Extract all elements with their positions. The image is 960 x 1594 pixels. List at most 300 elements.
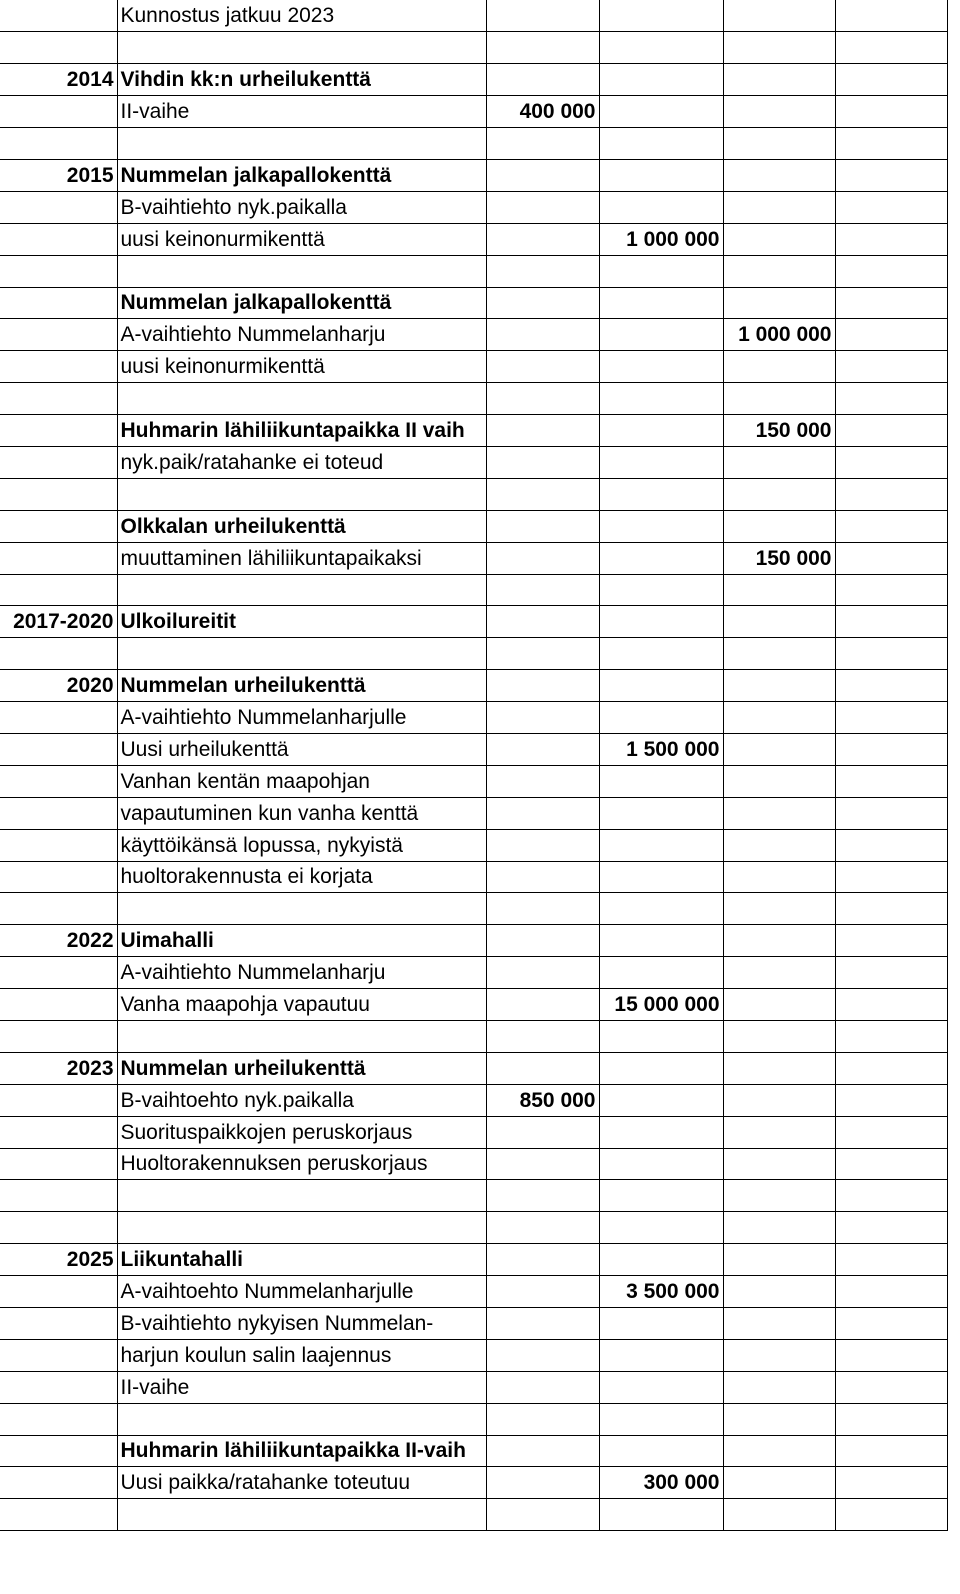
table-row [0,415,947,447]
amount-cell-2 [599,797,723,829]
empty-cell [835,542,947,574]
amount-cell-2 [599,1308,723,1340]
empty-cell [835,861,947,893]
table-row [0,1435,947,1467]
amount-cell-1 [486,1180,599,1212]
amount-cell-1 [486,702,599,734]
amount-cell-3 [723,925,835,957]
amount-cell-1 [486,510,599,542]
amount-cell-3 [723,32,835,64]
year-cell [0,319,117,351]
year-cell [0,765,117,797]
amount-cell-1 [486,670,599,702]
table-row [0,861,947,893]
table-row [0,446,947,478]
amount-cell-2 [599,96,723,128]
empty-cell [835,765,947,797]
amount-cell-2 [599,925,723,957]
table-row [0,1499,947,1531]
amount-cell-3 [723,1084,835,1116]
amount-cell-1 [486,1116,599,1148]
amount-cell-1 [486,383,599,415]
description-cell [117,893,486,925]
amount-cell-1 [486,797,599,829]
year-cell [0,478,117,510]
empty-cell [835,0,947,32]
amount-cell-2 [599,829,723,861]
year-cell: 2017-2020 [0,606,117,638]
empty-cell [835,1276,947,1308]
amount-cell-3 [723,957,835,989]
table-row [0,989,947,1021]
amount-cell-2 [599,159,723,191]
description-cell: Huhmarin lähiliikuntapaikka II vaih [117,415,486,447]
description-cell: vapautuminen kun vanha kenttä [117,797,486,829]
year-cell [0,829,117,861]
amount-cell-3 [723,733,835,765]
table-row [0,957,947,989]
amount-cell-3 [723,223,835,255]
amount-cell-3 [723,287,835,319]
amount-cell-3 [723,1467,835,1499]
empty-cell [835,925,947,957]
amount-cell-3 [723,1435,835,1467]
amount-cell-1 [486,1371,599,1403]
year-cell [0,287,117,319]
year-cell [0,1435,117,1467]
amount-cell-1 [486,159,599,191]
amount-cell-1 [486,1148,599,1180]
amount-cell-1 [486,1212,599,1244]
year-cell [0,638,117,670]
table-row [0,1276,947,1308]
empty-cell [835,1021,947,1053]
table-row [0,606,947,638]
year-cell [0,255,117,287]
year-cell [0,893,117,925]
amount-cell-1 [486,351,599,383]
table-row [0,765,947,797]
year-cell [0,1084,117,1116]
empty-cell [835,957,947,989]
amount-cell-3 [723,765,835,797]
table-row [0,925,947,957]
amount-cell-2 [599,1371,723,1403]
empty-cell [835,1308,947,1340]
empty-cell [835,1180,947,1212]
amount-cell-3: 1 000 000 [723,319,835,351]
empty-cell [835,574,947,606]
year-cell [0,1021,117,1053]
year-cell: 2023 [0,1052,117,1084]
table-row [0,702,947,734]
empty-cell [835,733,947,765]
description-cell: B-vaihtoehto nyk.paikalla [117,1084,486,1116]
year-cell [0,957,117,989]
amount-cell-3 [723,1116,835,1148]
amount-cell-1 [486,1435,599,1467]
amount-cell-2 [599,1148,723,1180]
description-cell: uusi keinonurmikenttä [117,223,486,255]
amount-cell-3 [723,1276,835,1308]
amount-cell-3 [723,1212,835,1244]
empty-cell [835,670,947,702]
amount-cell-3 [723,0,835,32]
amount-cell-2 [599,1180,723,1212]
year-cell [0,1339,117,1371]
amount-cell-2 [599,638,723,670]
amount-cell-2: 1 500 000 [599,733,723,765]
empty-cell [835,446,947,478]
empty-cell [835,351,947,383]
amount-cell-3 [723,893,835,925]
amount-cell-2: 1 000 000 [599,223,723,255]
amount-cell-2 [599,861,723,893]
description-cell [117,574,486,606]
amount-cell-2 [599,1499,723,1531]
table-row [0,1403,947,1435]
empty-cell [835,829,947,861]
amount-cell-2 [599,1021,723,1053]
amount-cell-3 [723,1148,835,1180]
amount-cell-3 [723,1180,835,1212]
empty-cell [835,64,947,96]
table-row [0,351,947,383]
empty-cell [835,1435,947,1467]
year-cell [0,702,117,734]
amount-cell-2 [599,1212,723,1244]
year-cell [0,1403,117,1435]
amount-cell-1 [486,542,599,574]
empty-cell [835,702,947,734]
year-cell [0,223,117,255]
amount-cell-2 [599,287,723,319]
amount-cell-1 [486,733,599,765]
amount-cell-3 [723,510,835,542]
amount-cell-2 [599,255,723,287]
amount-cell-1 [486,478,599,510]
empty-cell [835,797,947,829]
table-row [0,510,947,542]
empty-cell [835,893,947,925]
amount-cell-2 [599,606,723,638]
amount-cell-2 [599,64,723,96]
table-row [0,223,947,255]
empty-cell [835,606,947,638]
table-row [0,1371,947,1403]
empty-cell [835,510,947,542]
year-cell [0,96,117,128]
empty-cell [835,1499,947,1531]
amount-cell-1 [486,0,599,32]
amount-cell-3 [723,64,835,96]
amount-cell-3 [723,574,835,606]
empty-cell [835,159,947,191]
amount-cell-1 [486,319,599,351]
year-cell [0,574,117,606]
amount-cell-3 [723,1371,835,1403]
amount-cell-3 [723,96,835,128]
amount-cell-1 [486,128,599,160]
year-cell: 2020 [0,670,117,702]
description-cell: A-vaihtoehto Nummelanharjulle [117,1276,486,1308]
amount-cell-3 [723,1499,835,1531]
amount-cell-1 [486,446,599,478]
amount-cell-3 [723,478,835,510]
amount-cell-1 [486,925,599,957]
table-row [0,478,947,510]
table-row [0,1244,947,1276]
amount-cell-1 [486,287,599,319]
description-cell: Vihdin kk:n urheilukenttä [117,64,486,96]
empty-cell [835,1339,947,1371]
empty-cell [835,287,947,319]
empty-cell [835,1212,947,1244]
description-cell: Ulkoilureitit [117,606,486,638]
amount-cell-1 [486,1052,599,1084]
amount-cell-2 [599,351,723,383]
year-cell [0,510,117,542]
year-cell [0,1467,117,1499]
description-cell: uusi keinonurmikenttä [117,351,486,383]
amount-cell-1 [486,255,599,287]
year-cell [0,32,117,64]
amount-cell-2 [599,893,723,925]
amount-cell-3 [723,638,835,670]
description-cell: nyk.paik/ratahanke ei toteud [117,446,486,478]
description-cell: Nummelan jalkapallokenttä [117,159,486,191]
amount-cell-2 [599,702,723,734]
amount-cell-1 [486,829,599,861]
description-cell: Suorituspaikkojen peruskorjaus [117,1116,486,1148]
description-cell: Uusi paikka/ratahanke toteutuu [117,1467,486,1499]
year-cell [0,1148,117,1180]
amount-cell-2 [599,1244,723,1276]
year-cell [0,351,117,383]
empty-cell [835,128,947,160]
description-cell: A-vaihtiehto Nummelanharju [117,957,486,989]
table-row [0,574,947,606]
table-row [0,1148,947,1180]
description-cell [117,255,486,287]
empty-cell [835,383,947,415]
amount-cell-1 [486,606,599,638]
amount-cell-2: 3 500 000 [599,1276,723,1308]
table-row [0,893,947,925]
description-cell [117,1212,486,1244]
table-row [0,96,947,128]
table-row [0,287,947,319]
amount-cell-3 [723,191,835,223]
table-row [0,1052,947,1084]
description-cell [117,1403,486,1435]
description-cell: käyttöikänsä lopussa, nykyistä [117,829,486,861]
table-row [0,0,947,32]
amount-cell-2 [599,510,723,542]
empty-cell [835,1116,947,1148]
table-row [0,159,947,191]
amount-cell-2: 300 000 [599,1467,723,1499]
amount-cell-1 [486,191,599,223]
empty-cell [835,638,947,670]
table-row [0,670,947,702]
empty-cell [835,1467,947,1499]
description-cell [117,1180,486,1212]
year-cell [0,1276,117,1308]
description-cell: B-vaihtiehto nykyisen Nummelan- [117,1308,486,1340]
amount-cell-3: 150 000 [723,415,835,447]
description-cell: A-vaihtiehto Nummelanharju [117,319,486,351]
description-cell: Huoltorakennuksen peruskorjaus [117,1148,486,1180]
amount-cell-1 [486,64,599,96]
year-cell [0,1180,117,1212]
description-cell: Uusi urheilukenttä [117,733,486,765]
amount-cell-2 [599,1403,723,1435]
year-cell [0,191,117,223]
amount-cell-2 [599,670,723,702]
table-row [0,1084,947,1116]
description-cell: Olkkalan urheilukenttä [117,510,486,542]
description-cell: huoltorakennusta ei korjata [117,861,486,893]
year-cell [0,383,117,415]
empty-cell [835,1403,947,1435]
empty-cell [835,96,947,128]
table-row [0,64,947,96]
amount-cell-3 [723,1403,835,1435]
table-row [0,1180,947,1212]
amount-cell-3 [723,383,835,415]
description-cell: Uimahalli [117,925,486,957]
amount-cell-1 [486,638,599,670]
description-cell [117,383,486,415]
amount-cell-2 [599,128,723,160]
year-cell [0,0,117,32]
amount-cell-3 [723,1052,835,1084]
year-cell [0,733,117,765]
amount-cell-1 [486,574,599,606]
amount-cell-2 [599,1084,723,1116]
description-cell [117,638,486,670]
amount-cell-1 [486,1467,599,1499]
description-cell: B-vaihtiehto nyk.paikalla [117,191,486,223]
description-cell: Nummelan jalkapallokenttä [117,287,486,319]
table-row [0,542,947,574]
amount-cell-2 [599,446,723,478]
empty-cell [835,255,947,287]
year-cell: 2025 [0,1244,117,1276]
year-cell [0,797,117,829]
table-row [0,829,947,861]
amount-cell-1 [486,415,599,447]
description-cell: Nummelan urheilukenttä [117,670,486,702]
year-cell [0,1499,117,1531]
amount-cell-2 [599,1339,723,1371]
table-row [0,1308,947,1340]
description-cell [117,32,486,64]
amount-cell-1: 850 000 [486,1084,599,1116]
amount-cell-3 [723,255,835,287]
amount-cell-3 [723,829,835,861]
amount-cell-2 [599,1116,723,1148]
empty-cell [835,478,947,510]
amount-cell-1: 400 000 [486,96,599,128]
description-cell: harjun koulun salin laajennus [117,1339,486,1371]
amount-cell-1 [486,989,599,1021]
amount-cell-1 [486,1244,599,1276]
amount-cell-1 [486,1276,599,1308]
amount-cell-2 [599,478,723,510]
description-cell: Kunnostus jatkuu 2023 [117,0,486,32]
table-row [0,383,947,415]
table-row [0,1021,947,1053]
amount-cell-1 [486,1021,599,1053]
table-row [0,255,947,287]
amount-cell-3 [723,1244,835,1276]
amount-cell-1 [486,957,599,989]
amount-cell-2 [599,191,723,223]
amount-cell-1 [486,1403,599,1435]
description-cell [117,1021,486,1053]
year-cell [0,861,117,893]
year-cell [0,415,117,447]
year-cell [0,1371,117,1403]
year-cell [0,1308,117,1340]
amount-cell-2 [599,1435,723,1467]
amount-cell-2 [599,765,723,797]
description-cell [117,478,486,510]
description-cell: Vanha maapohja vapautuu [117,989,486,1021]
year-cell: 2022 [0,925,117,957]
description-cell [117,128,486,160]
table-row [0,128,947,160]
amount-cell-1 [486,223,599,255]
amount-cell-1 [486,765,599,797]
amount-cell-3 [723,1021,835,1053]
year-cell [0,1116,117,1148]
empty-cell [835,319,947,351]
table-row [0,1339,947,1371]
amount-cell-3 [723,1308,835,1340]
description-cell: II-vaihe [117,96,486,128]
year-cell: 2014 [0,64,117,96]
description-cell: Nummelan urheilukenttä [117,1052,486,1084]
empty-cell [835,32,947,64]
description-cell: II-vaihe [117,1371,486,1403]
amount-cell-3 [723,861,835,893]
amount-cell-2 [599,383,723,415]
amount-cell-2 [599,1052,723,1084]
table-row [0,1467,947,1499]
amount-cell-1 [486,1339,599,1371]
description-cell: A-vaihtiehto Nummelanharjulle [117,702,486,734]
amount-cell-1 [486,1308,599,1340]
year-cell [0,446,117,478]
empty-cell [835,1148,947,1180]
amount-cell-3 [723,446,835,478]
amount-cell-1 [486,861,599,893]
amount-cell-3: 150 000 [723,542,835,574]
amount-cell-1 [486,1499,599,1531]
amount-cell-3 [723,1339,835,1371]
table-row [0,191,947,223]
amount-cell-2 [599,32,723,64]
empty-cell [835,989,947,1021]
table-row [0,797,947,829]
amount-cell-3 [723,351,835,383]
amount-cell-2 [599,319,723,351]
amount-cell-3 [723,128,835,160]
amount-cell-3 [723,606,835,638]
